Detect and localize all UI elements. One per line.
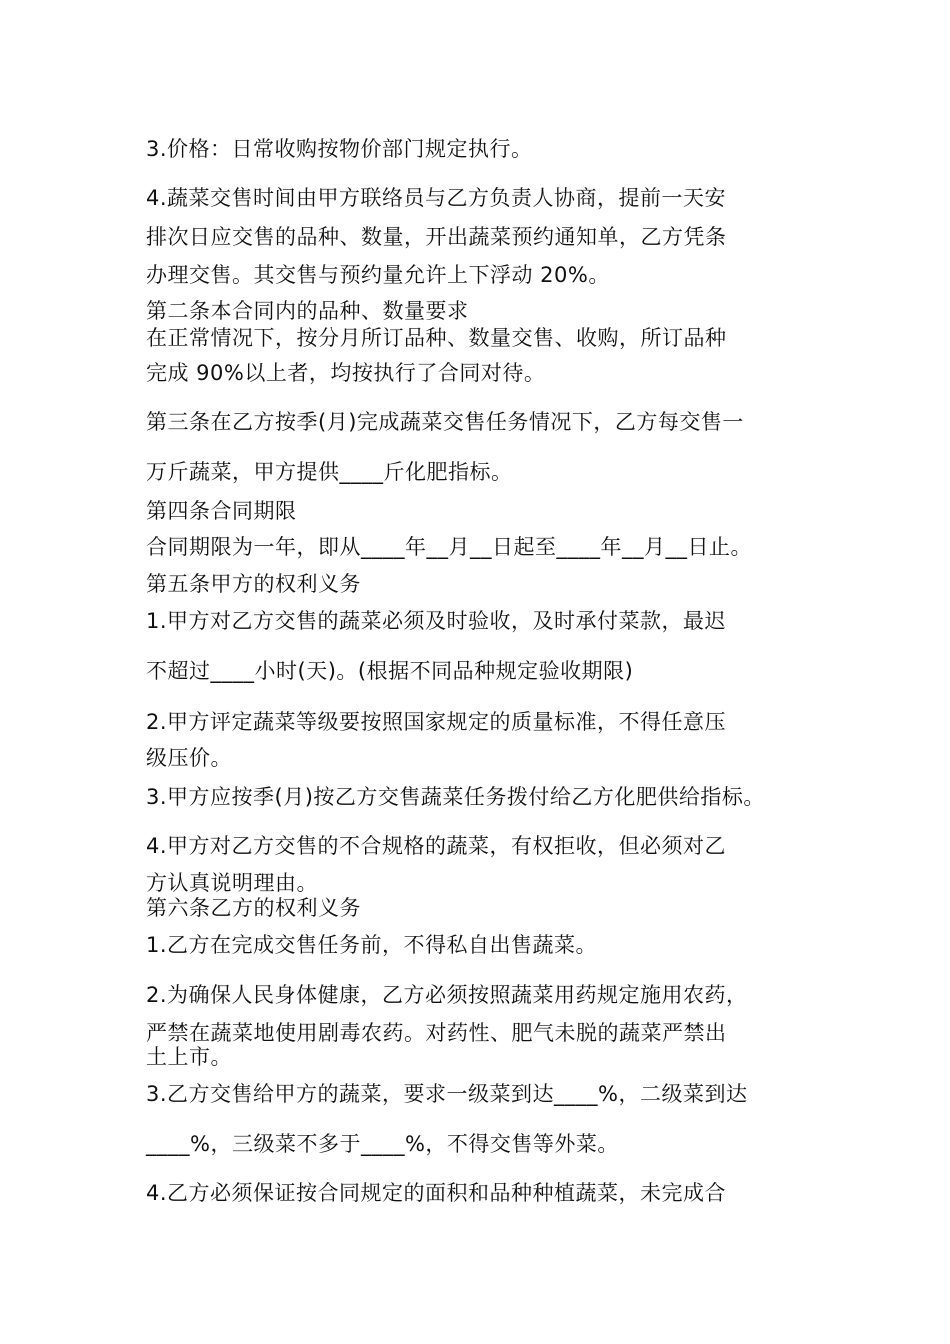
article-5-heading: 第五条甲方的权利义务 (146, 572, 361, 596)
party-a-duty-1-line-2: 不超过____小时(天)。(根据不同品种规定验收期限) (146, 659, 634, 683)
article-4-heading: 第四条合同期限 (146, 499, 297, 523)
party-a-duty-3: 3.甲方应按季(月)按乙方交售蔬菜任务拨付给乙方化肥供给指标。 (146, 785, 765, 809)
party-b-duty-3-line-2: ____%，三级菜不多于____%，不得交售等外菜。 (146, 1132, 619, 1156)
article-2-text-line-1: 在正常情况下，按分月所订品种、数量交售、收购，所订品种 (146, 326, 727, 350)
party-a-duty-4-line-1: 4.甲方对乙方交售的不合规格的蔬菜，有权拒收，但必须对乙 (146, 834, 727, 858)
party-b-duty-4-line-1: 4.乙方必须保证按合同规定的面积和品种种植蔬菜，未完成合 (146, 1181, 727, 1205)
delivery-time-clause-line-1: 4.蔬菜交售时间由甲方联络员与乙方负责人协商，提前一天安 (146, 186, 727, 210)
party-b-duty-2-line-1: 2.为确保人民身体健康，乙方必须按照蔬菜用药规定施用农药， (146, 983, 748, 1007)
contract-term-text: 合同期限为一年，即从____年__月__日起至____年__月__日止。 (146, 535, 752, 559)
party-a-duty-2-line-1: 2.甲方评定蔬菜等级要按照国家规定的质量标准，不得任意压 (146, 710, 727, 734)
party-b-duty-2-line-2: 严禁在蔬菜地使用剧毒农药。对药性、肥气未脱的蔬菜严禁出 (146, 1021, 727, 1045)
article-3-line-1: 第三条在乙方按季(月)完成蔬菜交售任务情况下，乙方每交售一 (146, 410, 744, 434)
party-a-duty-2-line-2: 级压价。 (146, 746, 232, 770)
article-3-line-2: 万斤蔬菜，甲方提供____斤化肥指标。 (146, 460, 513, 484)
party-b-duty-2-line-3: 土上市。 (146, 1045, 232, 1069)
delivery-time-clause-line-2: 排次日应交售的品种、数量，开出蔬菜预约通知单，乙方凭条 (146, 225, 727, 249)
price-clause: 3.价格：日常收购按物价部门规定执行。 (146, 137, 533, 161)
delivery-time-clause-line-3: 办理交售。其交售与预约量允许上下浮动 20%。 (146, 263, 610, 287)
party-a-duty-1-line-1: 1.甲方对乙方交售的蔬菜必须及时验收，及时承付菜款，最迟 (146, 609, 727, 633)
article-2-text-line-2: 完成 90%以上者，均按执行了合同对待。 (146, 361, 546, 385)
article-6-heading: 第六条乙方的权利义务 (146, 896, 361, 920)
party-b-duty-1: 1.乙方在完成交售任务前，不得私自出售蔬菜。 (146, 933, 598, 957)
article-2-heading: 第二条本合同内的品种、数量要求 (146, 299, 469, 323)
party-a-duty-4-line-2: 方认真说明理由。 (146, 871, 318, 895)
party-b-duty-3-line-1: 3.乙方交售给甲方的蔬菜，要求一级菜到达____%，二级菜到达 (146, 1082, 748, 1106)
